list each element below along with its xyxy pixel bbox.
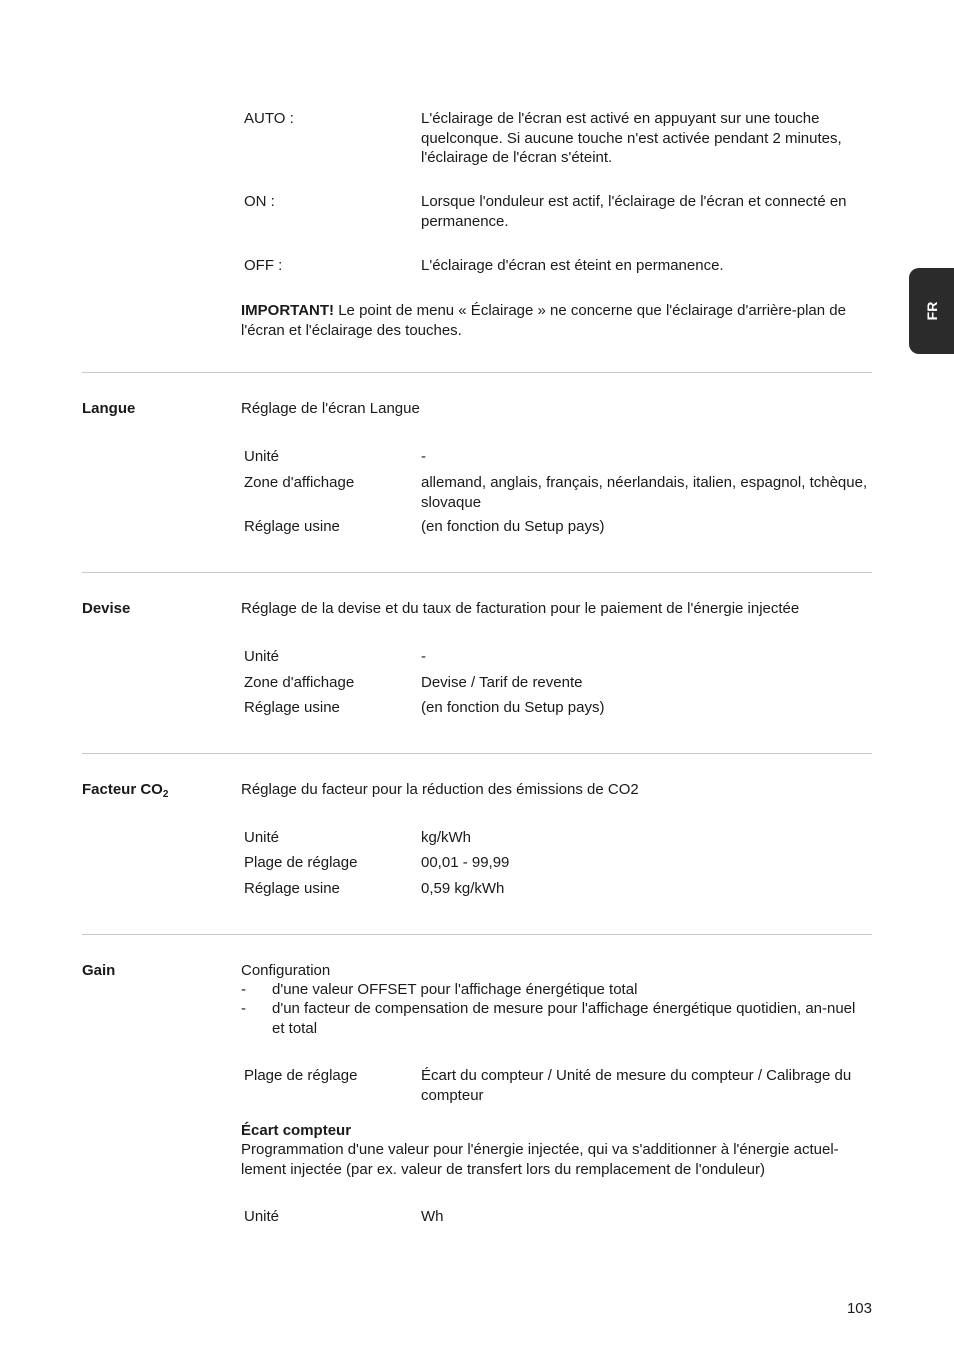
section-divider [82, 753, 872, 754]
on-definition: Lorsque l'onduleur est actif, l'éclairage de l'écran et connecté en permanence. [421, 193, 847, 230]
co2-intro: Réglage du facteur pour la réduction des émissions de CO2 [241, 781, 639, 798]
gain-bullet-factor: d'un facteur de compensation de mesure pour l'affichage énergétique quotidien, an-nuel et total [272, 1000, 856, 1037]
gain-range-term: Plage de réglage [244, 1067, 358, 1084]
devise-intro: Réglage de la devise et du taux de facturation pour le paiement de l'énergie injectée [241, 600, 800, 617]
ecart-compteur-text: Programmation d'une valeur pour l'énergie injectée, qui va s'additionner à l'énergie actuel-lement injectée (par ex. valeur de transfert lors du remplacement de l'onduleur) [241, 1141, 839, 1178]
co2-heading-subscript: 2 [162, 789, 169, 800]
co2-heading-text: Facteur CO [82, 781, 163, 798]
co2-factory-value: 0,59 kg/kWh [421, 880, 505, 897]
important-text: Le point de menu « Éclairage » ne concerne que l'éclairage d'arrière-plan de l'écran et l'éclairage des touches. [241, 302, 846, 339]
bullet-dash: - [241, 981, 246, 998]
section-divider [82, 572, 872, 573]
section-divider [82, 934, 872, 935]
co2-range-value: 00,01 - 99,99 [421, 854, 510, 871]
auto-definition: L'éclairage de l'écran est activé en appuyant sur une touche quelconque. Si aucune touche n'est activée pendant 2 minutes, l'éclairage de l'écran s'éteint. [421, 110, 842, 166]
devise-unit-value: - [421, 648, 426, 665]
langue-factory-value: (en fonction du Setup pays) [421, 518, 605, 535]
ecart-compteur-subheading: Écart compteur [241, 1122, 352, 1139]
co2-unit-term: Unité [244, 829, 280, 846]
language-tab [909, 268, 954, 354]
on-term: ON : [244, 193, 275, 210]
co2-heading [82, 780, 168, 800]
page-number: 103 [846, 1300, 872, 1317]
off-term: OFF : [244, 257, 283, 274]
langue-unit-term: Unité [244, 448, 280, 465]
devise-factory-value: (en fonction du Setup pays) [421, 699, 605, 716]
langue-zone-value: allemand, anglais, français, néerlandais, italien, espagnol, tchèque, slovaque [421, 474, 868, 511]
auto-term: AUTO : [244, 110, 294, 127]
language-tab-label: FR [923, 301, 940, 321]
co2-factory-term: Réglage usine [244, 880, 340, 897]
gain-range-value: Écart du compteur / Unité de mesure du compteur / Calibrage du compteur [421, 1067, 852, 1104]
important-label: IMPORTANT! [241, 302, 335, 319]
co2-range-term: Plage de réglage [244, 854, 358, 871]
important-note [241, 301, 873, 340]
langue-intro: Réglage de l'écran Langue [241, 400, 420, 417]
gain-heading: Gain [82, 962, 116, 979]
langue-zone-term: Zone d'affichage [244, 474, 355, 491]
bullet-dash: - [241, 1000, 246, 1017]
gain-bullet-offset: d'une valeur OFFSET pour l'affichage énergétique total [272, 981, 638, 998]
ecart-unit-value: Wh [421, 1208, 444, 1225]
gain-intro: Configuration [241, 962, 331, 979]
ecart-unit-term: Unité [244, 1208, 280, 1225]
devise-zone-value: Devise / Tarif de revente [421, 674, 583, 691]
devise-heading: Devise [82, 600, 131, 617]
devise-zone-term: Zone d'affichage [244, 674, 355, 691]
off-definition: L'éclairage d'écran est éteint en permanence. [421, 257, 724, 274]
langue-factory-term: Réglage usine [244, 518, 340, 535]
devise-unit-term: Unité [244, 648, 280, 665]
langue-unit-value: - [421, 448, 426, 465]
devise-factory-term: Réglage usine [244, 699, 340, 716]
co2-unit-value: kg/kWh [421, 829, 472, 846]
section-divider [82, 372, 872, 373]
langue-heading: Langue [82, 400, 136, 417]
